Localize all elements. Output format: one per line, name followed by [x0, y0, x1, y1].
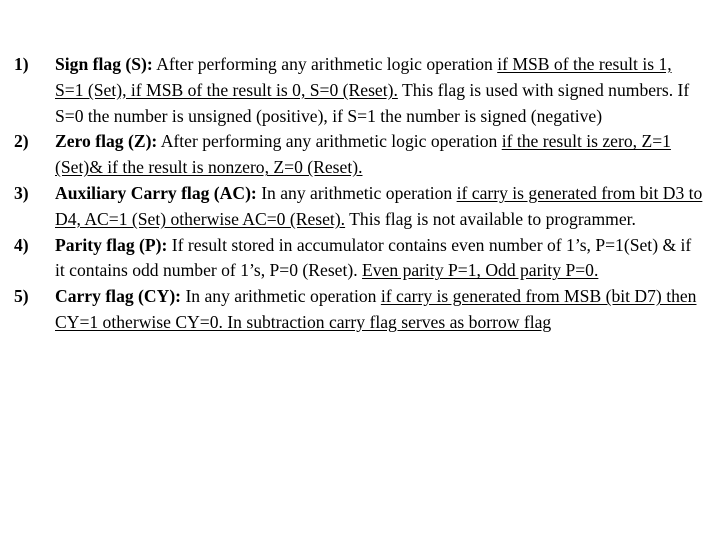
item-term: Parity flag (P): [55, 234, 168, 255]
item-text: If result stored in accumulator contains even number of 1’s, P=1(Set) & if it contains odd number of 1’s, P=0 (Reset). [55, 234, 692, 281]
item-text-tail: This flag is not available to programmer. [345, 208, 636, 229]
list-item-sign-flag [14, 52, 704, 129]
item-text: In any arithmetic operation [181, 286, 381, 307]
item-underlined-text: if MSB of the result is 1, S=1 (Set), if MSB of the result is 0, S=0 (Reset). [55, 54, 672, 100]
item-underlined-text: if the result is zero, Z=1 (Set)& if the result is nonzero, Z=0 (Reset). [55, 131, 671, 178]
item-term: Carry flag (CY): [55, 286, 182, 307]
item-term: Auxiliary Carry flag (AC): [55, 182, 257, 203]
item-number: 4) [14, 234, 29, 255]
flag-list [14, 52, 704, 336]
item-underlined-text: if carry is generated from MSB (bit D7) then CY=1 otherwise CY=0. In subtraction carry flag serves as borrow flag [55, 286, 697, 332]
list-item-auxiliary-carry-flag [14, 181, 704, 233]
item-number: 2) [14, 131, 29, 152]
item-text: In any arithmetic operation [256, 182, 457, 203]
item-text: After performing any arithmetic logic operation [152, 54, 498, 74]
item-number: 3) [14, 182, 29, 203]
item-term: Zero flag (Z): [55, 131, 158, 152]
item-number: 1) [14, 54, 29, 74]
item-underlined-text: Even parity P=1, Odd parity P=0. [362, 260, 599, 281]
list-item-carry-flag [14, 284, 704, 336]
item-number: 5) [14, 286, 29, 307]
item-term: Sign flag (S): [55, 54, 153, 74]
list-item-parity-flag [14, 233, 704, 285]
item-text: After performing any arithmetic logic operation [157, 131, 502, 152]
list-item-zero-flag [14, 129, 704, 181]
item-text-tail: This flag is used with signed numbers. If S=0 the number is unsigned (positive), if S=1 the number is signed (negative) [55, 79, 690, 126]
item-underlined-text: if carry is generated from bit D3 to D4, AC=1 (Set) otherwise AC=0 (Reset). [55, 182, 703, 229]
